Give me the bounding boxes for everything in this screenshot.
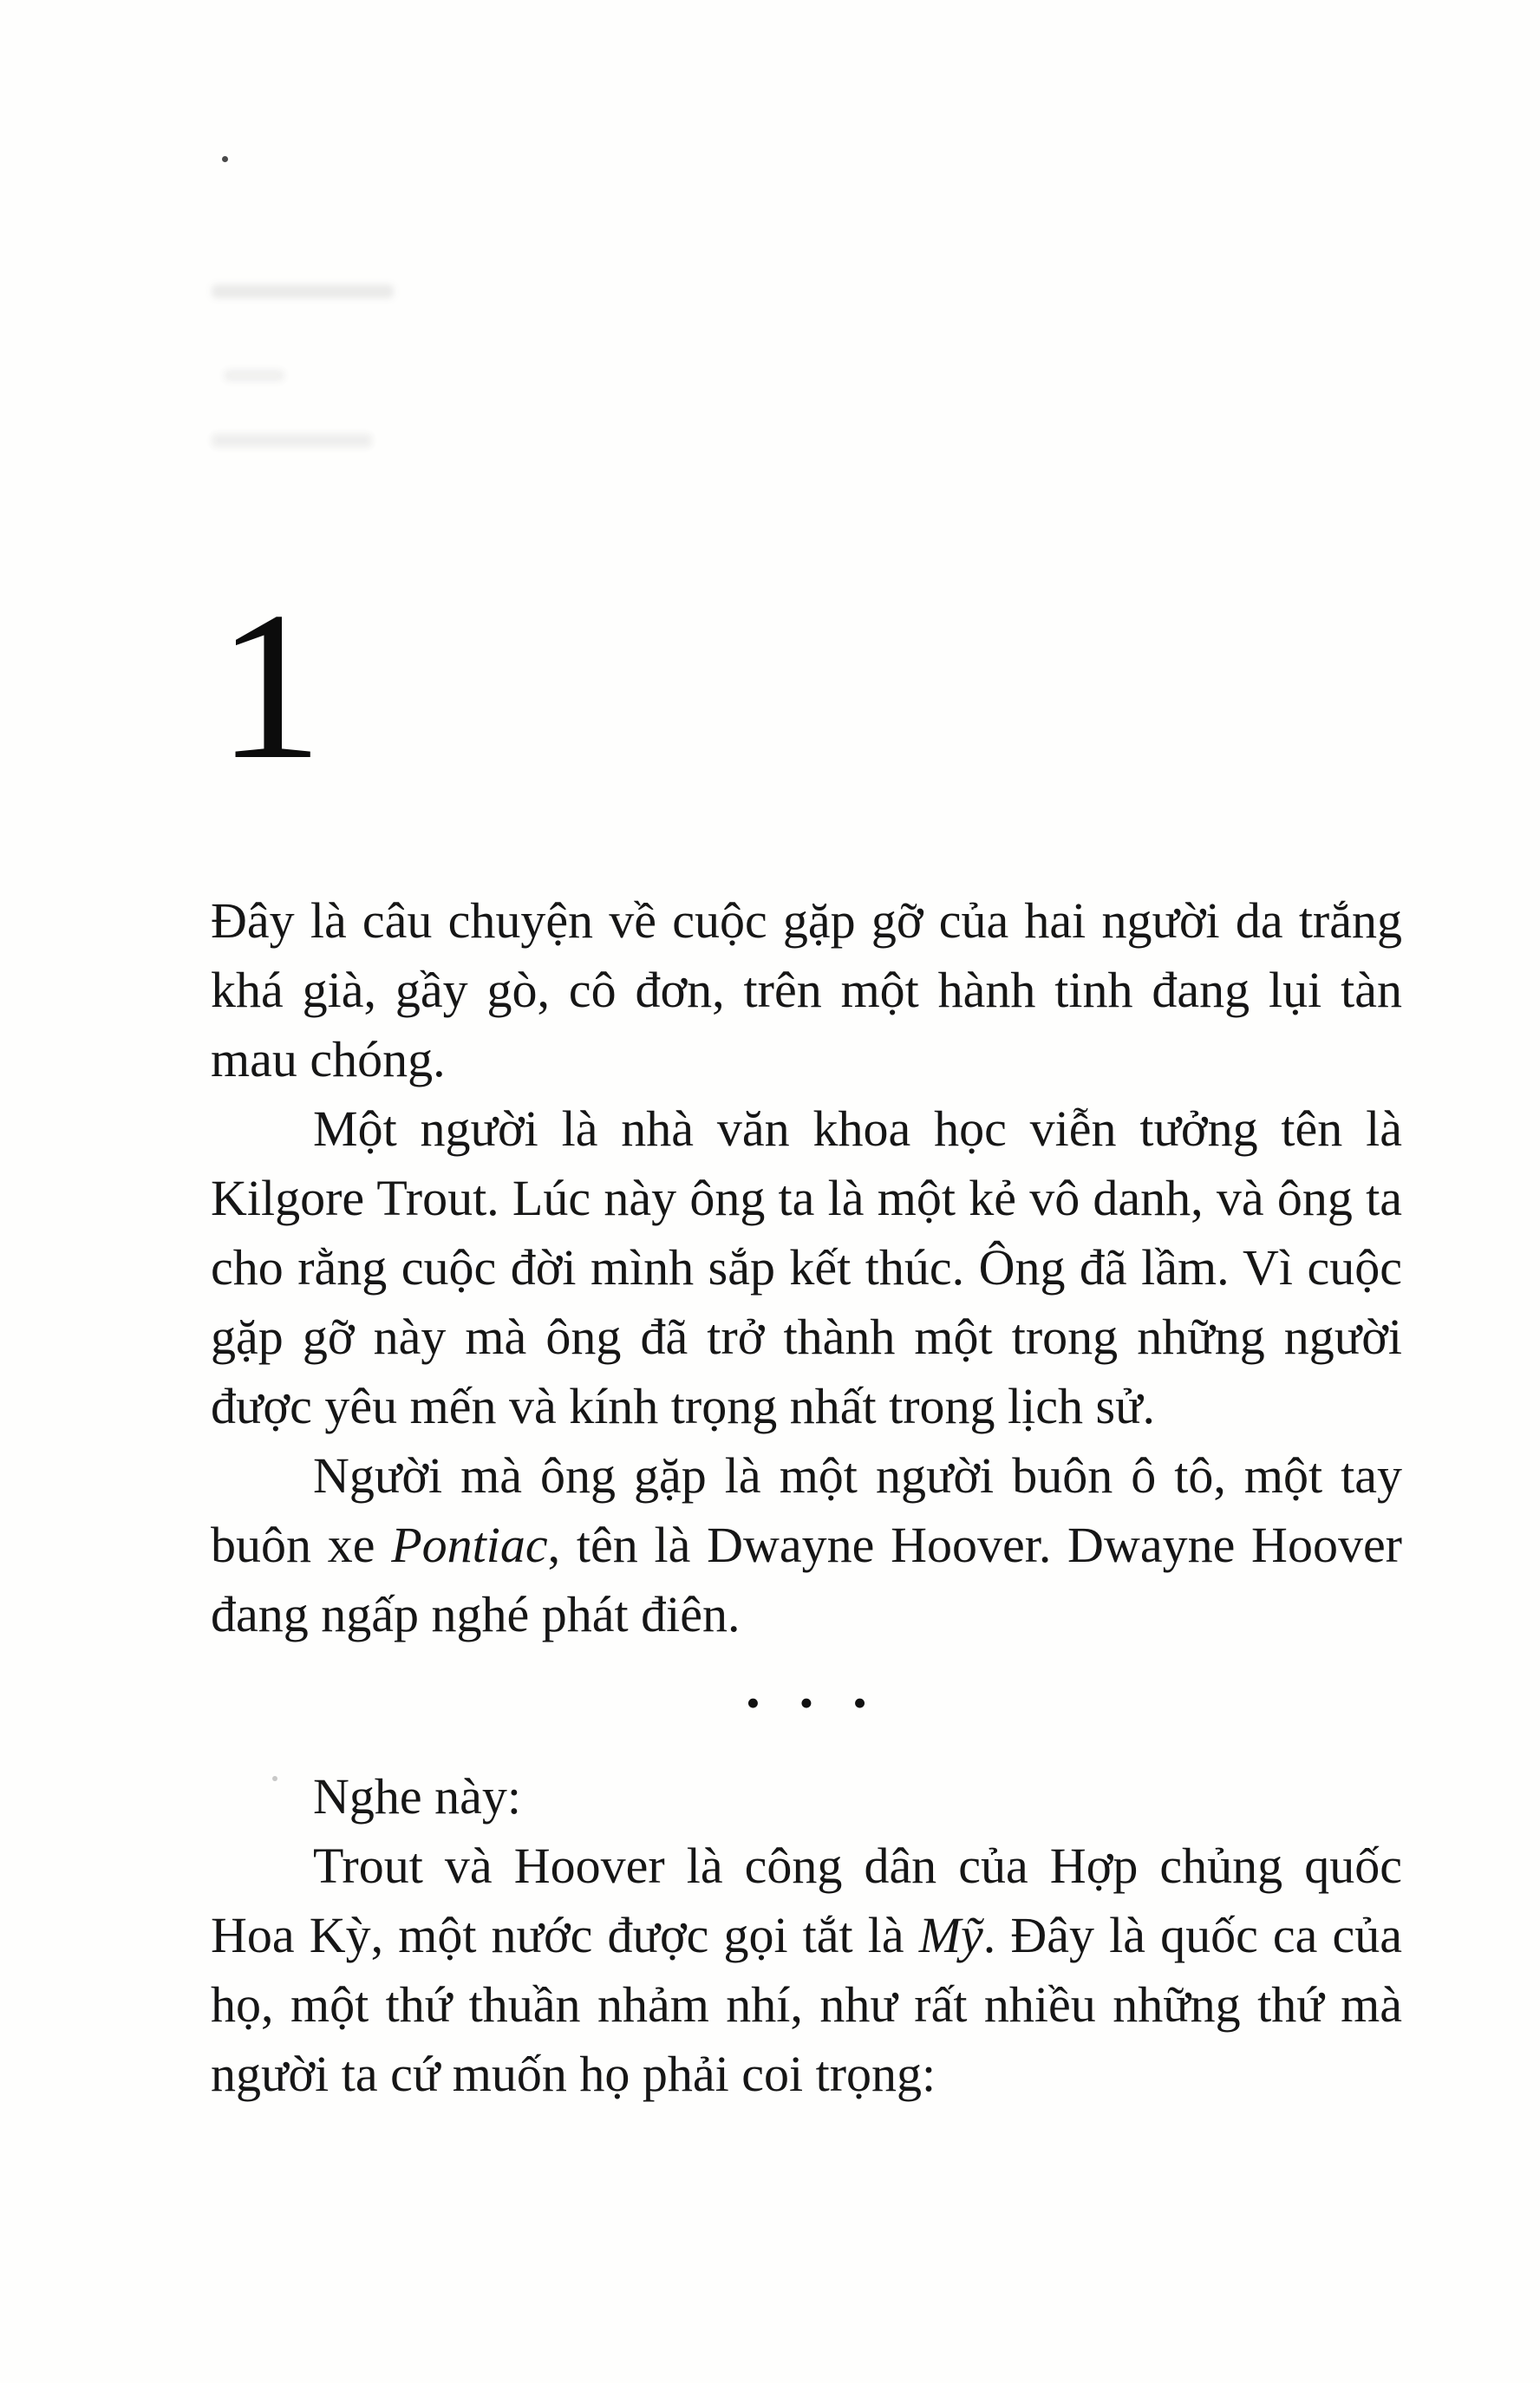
text-run: , tên là Dwayne Hoover. Dwayne Hoover đang ngấp nghé phát điên. xyxy=(211,1517,1402,1642)
scan-speck xyxy=(222,156,228,162)
text-run: Người mà ông gặp là một người buôn ô tô, một tay buôn xe xyxy=(211,1447,1402,1573)
paragraph xyxy=(211,886,1402,1094)
text-run: Nghe này: xyxy=(313,1768,521,1825)
scan-smudge xyxy=(224,369,284,382)
text-run-italic: Pontiac xyxy=(391,1517,548,1573)
section-separator: • • • xyxy=(746,1681,867,1725)
scan-smudge xyxy=(212,434,372,447)
chapter-number: 1 xyxy=(217,568,323,803)
text-run: Đây là câu chuyện về cuộc gặp gỡ của hai người da trắng khá già, gầy gò, cô đơn, trên một hành tinh đang lụi tàn mau chóng. xyxy=(211,892,1402,1087)
text-run-italic: Mỹ xyxy=(918,1907,983,1963)
paragraph xyxy=(211,1441,1402,1649)
paragraph xyxy=(211,1762,1402,1831)
text-run: Một người là nhà văn khoa học viễn tưởng tên là Kilgore Trout. Lúc này ông ta là một kẻ vô danh, và ông ta cho rằng cuộc đời mình sắp kết thúc. Ông đã lầm. Vì cuộc gặp gỡ này mà ông đã trở thành một trong những người được yêu mến và kính trọng nhất trong lịch sử. xyxy=(211,1100,1402,1434)
page-body xyxy=(211,886,1402,2109)
scan-smudge xyxy=(212,284,394,298)
paragraph xyxy=(211,1094,1402,1441)
paragraph xyxy=(211,1831,1402,2109)
text-run: Trout và Hoover là công dân của Hợp chủng quốc Hoa Kỳ, một nước được gọi tắt là xyxy=(211,1838,1402,1963)
text-run: . Đây là quốc ca của họ, một thứ thuần nhảm nhí, như rất nhiều những thứ mà người ta cứ muốn họ phải coi trọng: xyxy=(211,1907,1403,2102)
